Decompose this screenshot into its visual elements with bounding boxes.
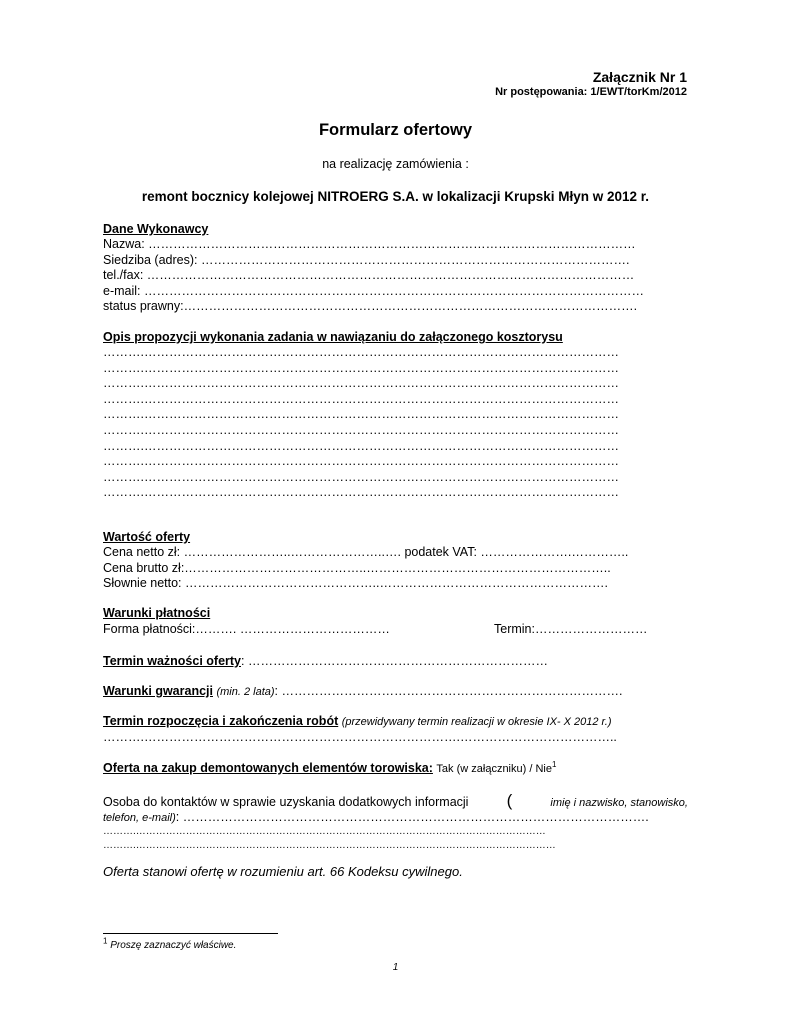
payment-heading: Warunki płatności xyxy=(103,606,211,620)
schedule-field[interactable]: ……….………………………………………………………………….……………………………….. xyxy=(103,730,617,744)
contractor-status-field[interactable]: status prawny:………………………………………………………………………………………………. xyxy=(103,299,638,314)
payment-term-field[interactable]: Termin:……………………… xyxy=(494,622,648,636)
proposal-line[interactable]: ……….…………………………………………………………………………………………………… xyxy=(103,407,619,422)
schedule-note: (przewidywany termin realizacji w okresie IX- X 2012 r.) xyxy=(341,716,612,728)
contractor-name-field[interactable]: Nazwa: ……………………………………………………………………………………………………… xyxy=(103,237,636,251)
intro-text: na realizację zamówienia : xyxy=(322,157,469,171)
payment-form-field[interactable]: Forma płatności:………. ……………………………… xyxy=(103,622,390,636)
validity-row xyxy=(103,654,548,669)
validity-field[interactable]: : ……………………………………………………………… xyxy=(241,654,548,668)
contact-line-4[interactable]: ……….……………………………………………………………………………………………………………… xyxy=(103,840,556,851)
net-in-words-field[interactable]: Słownie netto: ………………………………………..………………………………………………. xyxy=(103,576,608,591)
net-price-field[interactable]: Cena netto zł: ……………………..…………………..…. podatek VAT: ………………….………….. xyxy=(103,545,629,559)
proposal-line[interactable]: ……….…………………………………………………………………………………………………… xyxy=(103,391,619,406)
warranty-note: (min. 2 lata) xyxy=(216,686,275,698)
warranty-row xyxy=(103,684,622,699)
schedule-heading: Termin rozpoczęcia i zakończenia robót xyxy=(103,714,339,728)
footnote-divider xyxy=(103,933,278,934)
proposal-heading: Opis propozycji wykonania zadania w nawiązaniu do załączonego kosztorysu xyxy=(103,330,563,344)
contact-note-1: imię i nazwisko, stanowisko, xyxy=(550,797,688,809)
proposal-line[interactable]: ……….…………………………………………………………………………………………………… xyxy=(103,485,619,500)
contact-line-3[interactable]: ……….…………………………………………………………………………………………………………… xyxy=(103,826,546,837)
proposal-line[interactable]: ……….…………………………………………………………………………………………………… xyxy=(103,454,619,469)
footnote-ref: 1 xyxy=(551,759,557,769)
proposal-lines xyxy=(103,345,693,501)
closing-statement: Oferta stanowi ofertę w rozumieniu art. 66 Kodeksu cywilnego. xyxy=(103,864,463,879)
warranty-heading: Warunki gwarancji xyxy=(103,684,213,698)
validity-heading: Termin ważności oferty xyxy=(103,654,241,668)
contractor-fields xyxy=(103,237,693,315)
proposal-line[interactable]: ……….…………………………………………………………………………………………………… xyxy=(103,376,619,391)
contact-line-2 xyxy=(103,810,688,825)
footnote-mark: 1 xyxy=(103,936,108,946)
dismantled-answer[interactable]: Tak (w załączniku) / Nie xyxy=(436,763,552,775)
contractor-email-field[interactable]: e-mail: ………………………………………………………………………………………………………… xyxy=(103,283,644,298)
page-title: Formularz ofertowy xyxy=(318,121,473,139)
gross-price-field[interactable]: Cena brutto zł:……………………………………..………………………………………………….. xyxy=(103,560,611,575)
warranty-field[interactable]: : ………………………………………………………………………. xyxy=(274,684,623,698)
annex-label: Załącznik Nr 1 xyxy=(592,69,687,85)
value-fields xyxy=(103,545,693,592)
page-number: 1 xyxy=(392,962,399,973)
contact-line-1 xyxy=(103,793,688,810)
value-heading: Wartość oferty xyxy=(103,530,191,544)
proposal-line[interactable]: ……….…………………………………………………………………………………………………… xyxy=(103,345,619,359)
contact-field[interactable]: : …………………………………………………………………………………………………. xyxy=(175,810,649,824)
dismantled-row xyxy=(103,761,556,776)
contractor-phone-field[interactable]: tel./fax: ……………………………………………………………………………………………………… xyxy=(103,268,635,283)
schedule-row xyxy=(103,714,612,729)
contractor-address-field[interactable]: Siedziba (adres): …………………………………………………………………………………………. xyxy=(103,252,630,267)
proposal-line[interactable]: ……….…………………………………………………………………………………………………… xyxy=(103,422,619,437)
proposal-line[interactable]: ……….…………………………………………………………………………………………………… xyxy=(103,438,619,453)
contact-note-2: telefon, e-mail) xyxy=(103,812,176,824)
footnote xyxy=(103,936,237,952)
subject-text: remont bocznicy kolejowej NITROERG S.A. w lokalizacji Krupski Młyn w 2012 r. xyxy=(141,189,650,204)
contractor-heading: Dane Wykonawcy xyxy=(103,222,209,236)
footnote-text: Proszę zaznaczyć właściwe. xyxy=(110,940,237,951)
proposal-line[interactable]: ……….…………………………………………………………………………………………………… xyxy=(103,469,619,484)
contact-paren: ( xyxy=(506,791,513,810)
contact-label: Osoba do kontaktów w sprawie uzyskania dodatkowych informacji xyxy=(103,795,469,809)
proposal-line[interactable]: ……….…………………………………………………………………………………………………… xyxy=(103,360,619,375)
dismantled-heading: Oferta na zakup demontowanych elementów torowiska: xyxy=(103,761,433,775)
case-number: Nr postępowania: 1/EWT/torKm/2012 xyxy=(495,86,687,98)
